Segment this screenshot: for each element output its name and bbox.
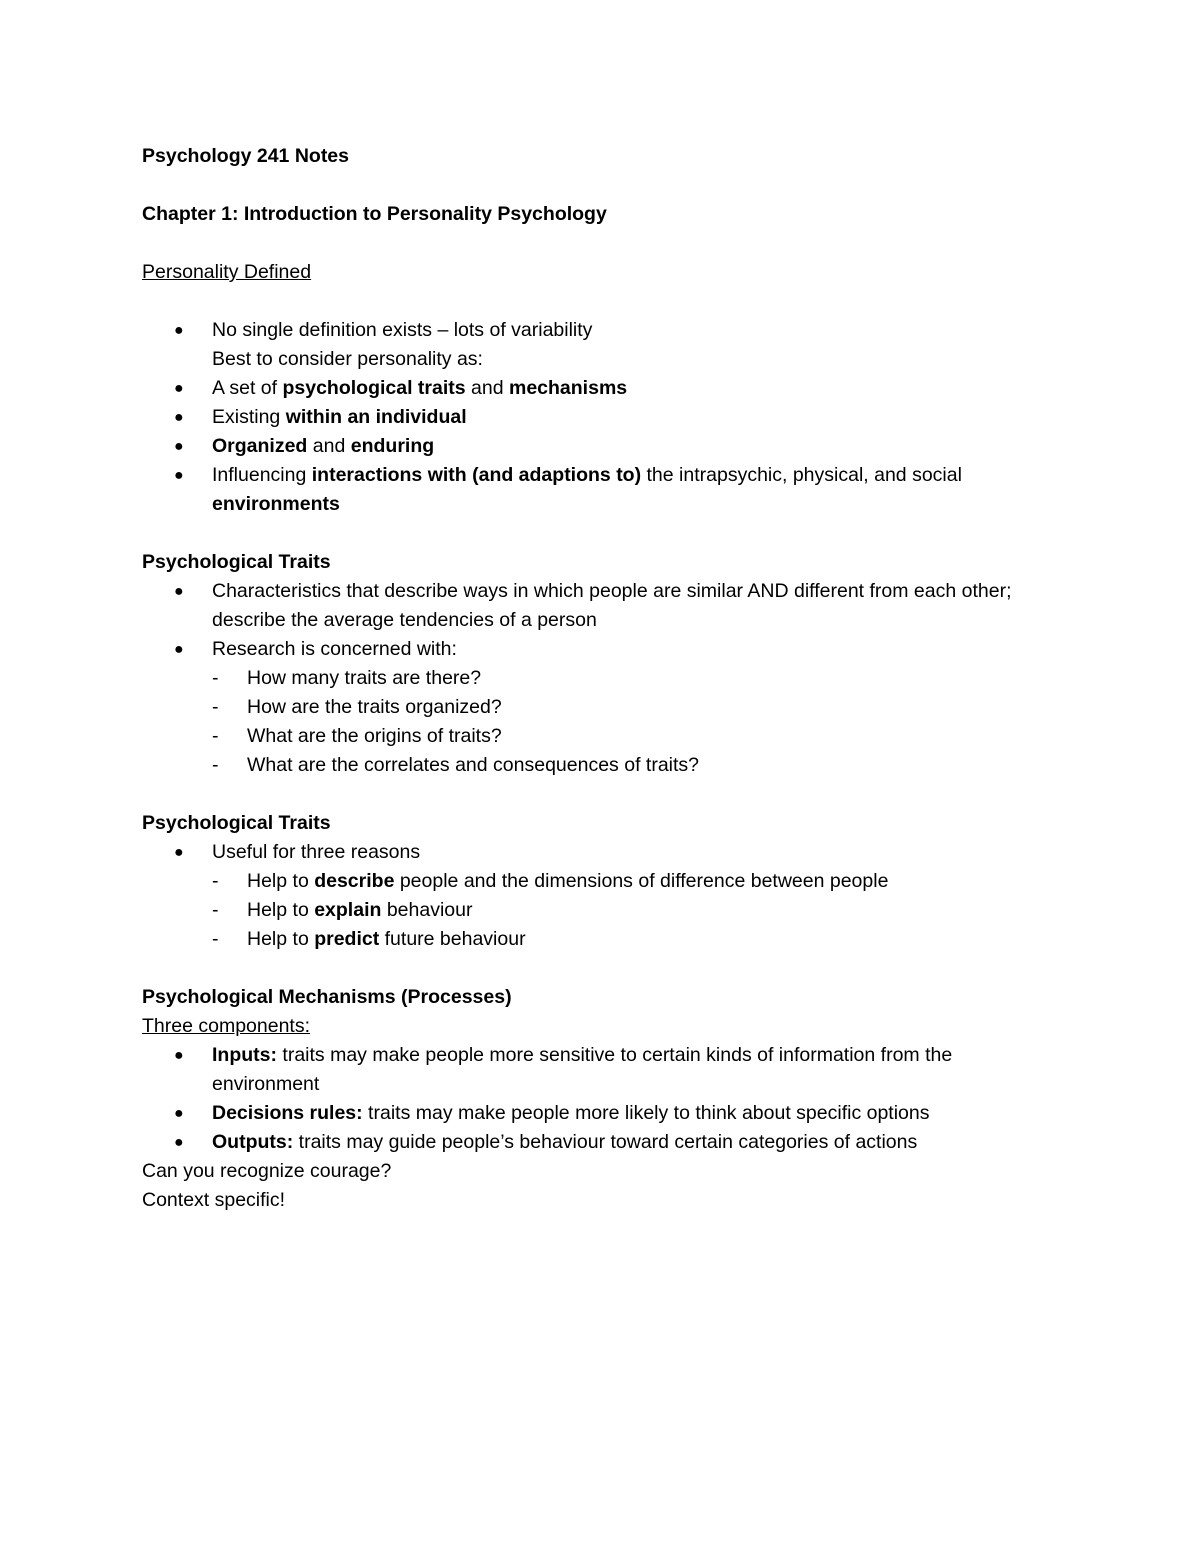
list-item: [142, 635, 1062, 780]
section-heading-personality-defined: Personality Defined: [142, 261, 312, 283]
dash-icon: -: [212, 899, 219, 921]
list-item-text: and: [307, 435, 351, 457]
list-item-label: Outputs:: [212, 1131, 294, 1153]
sub-list-item-text: Help to: [247, 928, 315, 950]
dash-icon: -: [212, 667, 219, 689]
list-item-text: Useful for three reasons: [212, 841, 421, 863]
sub-list-item: [212, 896, 1062, 925]
list-item-emphasis: environments: [212, 493, 340, 515]
list-item-text: traits may guide people’s behaviour toward certain categories of actions: [293, 1131, 918, 1153]
sub-list-item-text: future behaviour: [379, 928, 526, 950]
sub-list-item-text: How many traits are there?: [247, 667, 482, 689]
dash-icon: -: [212, 696, 219, 718]
list-item: [142, 838, 1062, 954]
list-item-text: Research is concerned with:: [212, 638, 457, 660]
closing-note: Context specific!: [142, 1189, 286, 1211]
sub-list-item: [212, 867, 1062, 896]
list-item: [142, 1099, 1062, 1128]
sub-list-item-text: Help to: [247, 899, 315, 921]
chapter-heading: Chapter 1: Introduction to Personality Psychology: [142, 203, 607, 225]
dash-icon: -: [212, 928, 219, 950]
sub-list-item-text: What are the origins of traits?: [247, 725, 502, 747]
section-heading-psychological-traits-usefulness: Psychological Traits: [142, 812, 331, 834]
list-item-continuation: Best to consider personality as:: [212, 348, 483, 370]
bullet-icon: ●: [174, 844, 184, 861]
list-item-label: Inputs:: [212, 1044, 277, 1066]
subheading-three-components: Three components:: [142, 1015, 311, 1037]
sub-list-item-emphasis: predict: [314, 928, 380, 950]
list-item-text: the intrapsychic, physical, and social: [641, 464, 962, 486]
list-item: [142, 577, 1062, 635]
sub-list-item-text: How are the traits organized?: [247, 696, 502, 718]
sub-list-item-text: What are the correlates and consequences of traits?: [247, 754, 700, 776]
list-item-text: Existing: [212, 406, 286, 428]
sub-list-item: [212, 751, 1062, 780]
list-item-emphasis: enduring: [350, 435, 435, 457]
list-item: [142, 461, 1062, 519]
sub-list-item-text: Help to: [247, 870, 315, 892]
mechanisms-list: [142, 1041, 1062, 1157]
sub-list-item: [212, 722, 1062, 751]
list-item-text: traits may make people more likely to think about specific options: [362, 1102, 930, 1124]
list-item-emphasis: mechanisms: [508, 377, 628, 399]
sub-list-item: [212, 925, 1062, 954]
list-item-text: traits may make people more sensitive to certain kinds of information from the environment: [212, 1044, 953, 1095]
sub-list-item: [212, 693, 1062, 722]
list-item: [142, 374, 1062, 403]
list-item-text: Characteristics that describe ways in which people are similar AND different from each other; describe the average tendencies of a person: [212, 580, 1012, 631]
reasons-list: [212, 867, 1062, 954]
sub-list-item-text: people and the dimensions of difference between people: [394, 870, 889, 892]
list-item-emphasis: Organized: [212, 435, 308, 457]
closing-question: Can you recognize courage?: [142, 1160, 392, 1182]
section-heading-psychological-mechanisms: Psychological Mechanisms (Processes): [142, 986, 512, 1008]
list-item: [142, 1128, 1062, 1157]
list-item-label: Decisions rules:: [212, 1102, 363, 1124]
bullet-icon: ●: [174, 467, 184, 484]
bullet-icon: ●: [174, 641, 184, 658]
sub-list-item: [212, 664, 1062, 693]
bullet-icon: ●: [174, 583, 184, 600]
document-page: [142, 142, 1062, 1215]
list-item-text: A set of: [212, 377, 283, 399]
traits-list: [142, 577, 1062, 780]
document-title: Psychology 241 Notes: [142, 145, 349, 167]
list-item-emphasis: psychological traits: [282, 377, 466, 399]
list-item: [142, 403, 1062, 432]
bullet-icon: ●: [174, 380, 184, 397]
bullet-icon: ●: [174, 1134, 184, 1151]
list-item: [142, 1041, 1062, 1099]
bullet-icon: ●: [174, 1047, 184, 1064]
list-item-text: and: [465, 377, 509, 399]
list-item-text: Influencing: [212, 464, 312, 486]
list-item-emphasis: within an individual: [285, 406, 467, 428]
research-questions-list: [212, 664, 1062, 780]
list-item: [142, 316, 1062, 374]
bullet-icon: ●: [174, 322, 184, 339]
personality-defined-list: [142, 316, 1062, 519]
list-item: [142, 432, 1062, 461]
dash-icon: -: [212, 754, 219, 776]
bullet-icon: ●: [174, 1105, 184, 1122]
sub-list-item-emphasis: describe: [314, 870, 395, 892]
dash-icon: -: [212, 725, 219, 747]
list-item-text: No single definition exists – lots of variability: [212, 319, 593, 341]
sub-list-item-text: behaviour: [381, 899, 473, 921]
dash-icon: -: [212, 870, 219, 892]
traits-usefulness-list: [142, 838, 1062, 954]
bullet-icon: ●: [174, 438, 184, 455]
bullet-icon: ●: [174, 409, 184, 426]
section-heading-psychological-traits: Psychological Traits: [142, 551, 331, 573]
sub-list-item-emphasis: explain: [314, 899, 382, 921]
list-item-emphasis: interactions with (and adaptions to): [311, 464, 642, 486]
